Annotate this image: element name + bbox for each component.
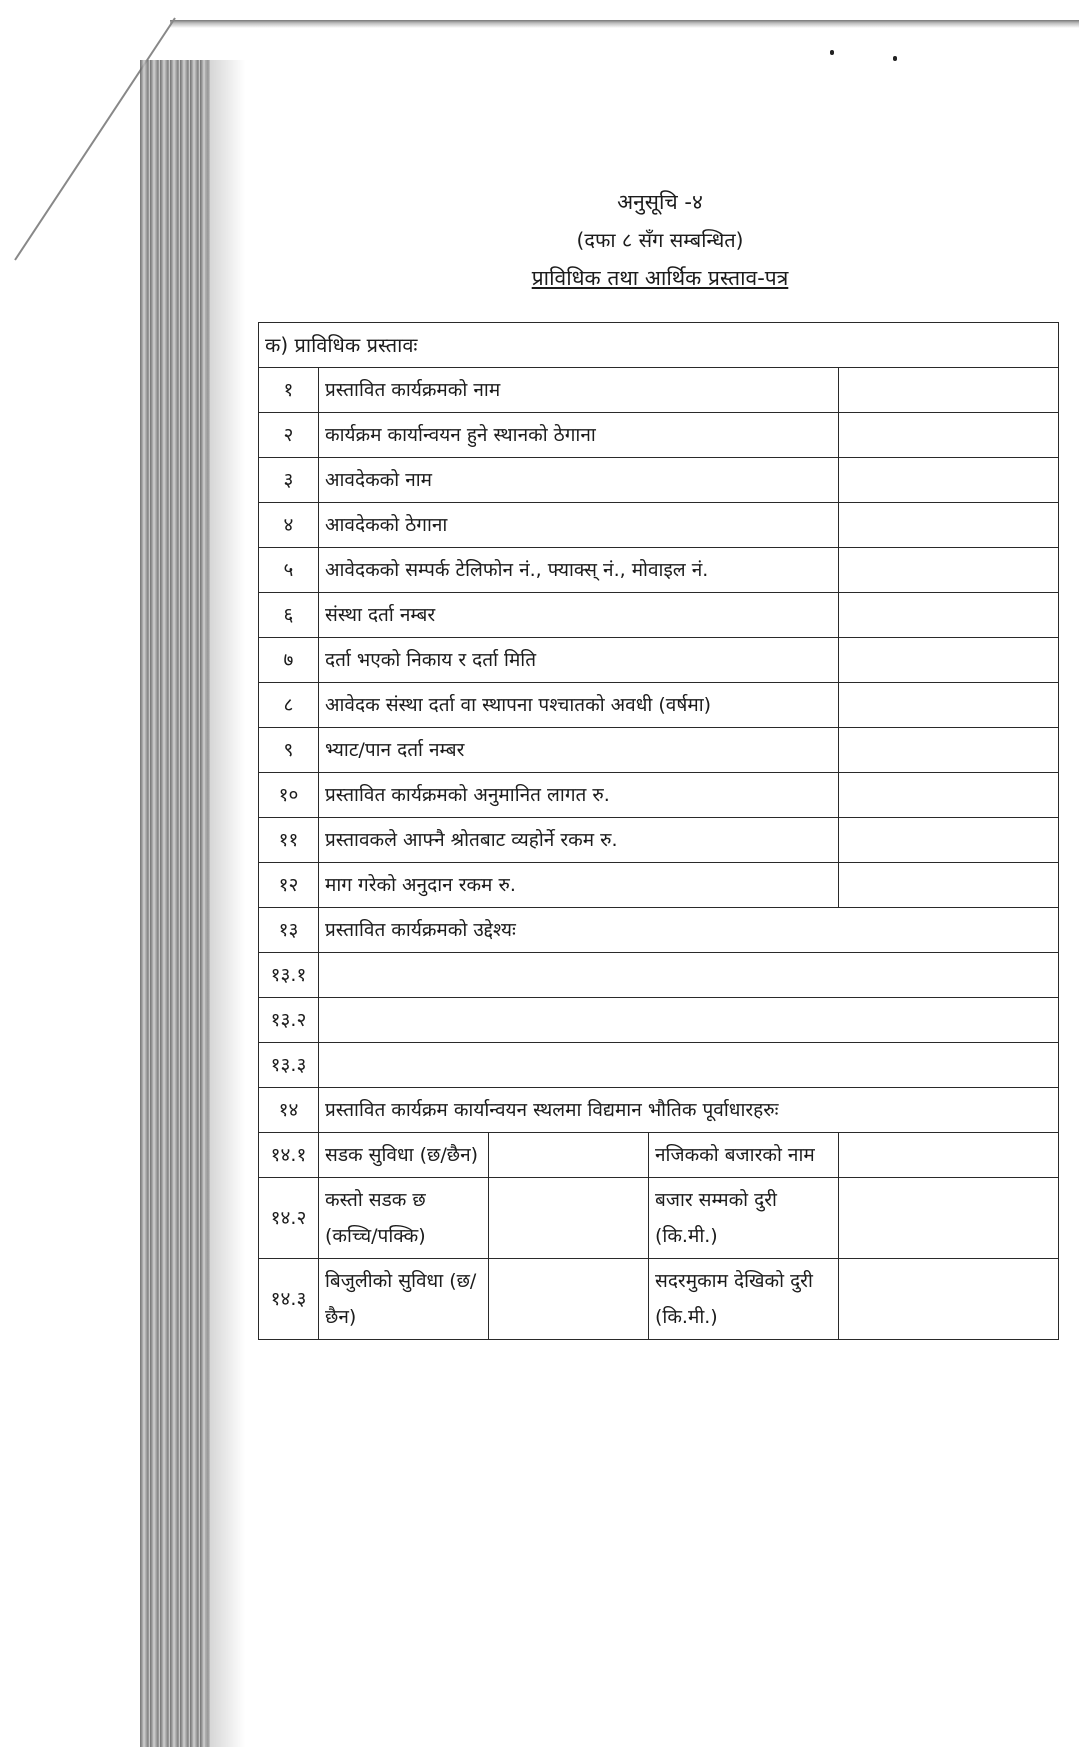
row-label: आवदेकको ठेगाना (319, 503, 839, 548)
binding-shadow (140, 60, 210, 1747)
infrastructure-row (259, 1133, 1059, 1178)
infra-left-label: सडक सुविधा (छ/छैन) (319, 1133, 489, 1178)
table-row (259, 548, 1059, 593)
row-label: प्रस्तावित कार्यक्रमको नाम (319, 368, 839, 413)
row-value-field[interactable] (839, 548, 1059, 593)
row-number: ८ (259, 683, 319, 728)
row-label: प्रस्तावकले आफ्नै श्रोतबाट व्यहोर्ने रकम रु. (319, 818, 839, 863)
row-number: १४.३ (259, 1259, 319, 1340)
row-number: १३.२ (259, 998, 319, 1043)
form-title: प्राविधिक तथा आर्थिक प्रस्ताव-पत्र (531, 266, 789, 290)
row-number: ११ (259, 818, 319, 863)
row-number: ९ (259, 728, 319, 773)
infra-left-label: बिजुलीको सुविधा (छ/छैन) (319, 1259, 489, 1340)
binding-shadow-fade (205, 60, 245, 1747)
section-header-row (259, 323, 1059, 368)
infra-left-field[interactable] (489, 1259, 649, 1340)
row-number: १४.१ (259, 1133, 319, 1178)
objectives-header-row (259, 908, 1059, 953)
infra-right-label: नजिकको बजारको नाम (649, 1133, 839, 1178)
row-value-field[interactable] (839, 863, 1059, 908)
objective-row (259, 1043, 1059, 1088)
row-value-field[interactable] (839, 683, 1059, 728)
infra-right-field[interactable] (839, 1178, 1059, 1259)
row-value-field[interactable] (839, 458, 1059, 503)
row-number: ६ (259, 593, 319, 638)
infra-right-label: बजार सम्मको दुरी (कि.मी.) (649, 1178, 839, 1259)
row-number: १३.१ (259, 953, 319, 998)
infra-left-field[interactable] (489, 1133, 649, 1178)
row-number: ७ (259, 638, 319, 683)
row-number: १ (259, 368, 319, 413)
annex-title: अनुसूचि -४ (617, 190, 703, 214)
row-number: १२ (259, 863, 319, 908)
row-number: १३.३ (259, 1043, 319, 1088)
row-number: ३ (259, 458, 319, 503)
row-value-field[interactable] (839, 818, 1059, 863)
page-top-edge-shadow (170, 20, 1079, 28)
infrastructure-row (259, 1178, 1059, 1259)
row-label: आवेदकको सम्पर्क टेलिफोन नं., फ्याक्स् नं., मोवाइल नं. (319, 548, 839, 593)
table-row (259, 773, 1059, 818)
table-row (259, 683, 1059, 728)
table-row (259, 728, 1059, 773)
row-value-field[interactable] (839, 638, 1059, 683)
row-label: कार्यक्रम कार्यान्वयन हुने स्थानको ठेगाना (319, 413, 839, 458)
infra-right-label: सदरमुकाम देखिको दुरी (कि.मी.) (649, 1259, 839, 1340)
row-number: १४ (259, 1088, 319, 1133)
infrastructure-label: प्रस्तावित कार्यक्रम कार्यान्वयन स्थलमा विद्यमान भौतिक पूर्वाधारहरुः (319, 1088, 1059, 1133)
objective-field[interactable] (319, 953, 1059, 998)
row-value-field[interactable] (839, 728, 1059, 773)
row-label: दर्ता भएको निकाय र दर्ता मिति (319, 638, 839, 683)
infra-left-label: कस्तो सडक छ (कच्चि/पक्कि) (319, 1178, 489, 1259)
infra-right-field[interactable] (839, 1133, 1059, 1178)
section-title: क) प्राविधिक प्रस्तावः (259, 323, 1059, 368)
infrastructure-row (259, 1259, 1059, 1340)
table-row (259, 593, 1059, 638)
row-value-field[interactable] (839, 413, 1059, 458)
row-value-field[interactable] (839, 773, 1059, 818)
table-row (259, 458, 1059, 503)
row-number: १३ (259, 908, 319, 953)
table-row (259, 638, 1059, 683)
scan-speck (893, 56, 897, 61)
row-number: १४.२ (259, 1178, 319, 1259)
row-label: आवदेकको नाम (319, 458, 839, 503)
row-label: संस्था दर्ता नम्बर (319, 593, 839, 638)
row-number: २ (259, 413, 319, 458)
row-number: ५ (259, 548, 319, 593)
objective-field[interactable] (319, 998, 1059, 1043)
section-reference: (दफा ८ सँग सम्बन्धित) (576, 228, 744, 252)
row-label: भ्याट/पान दर्ता नम्बर (319, 728, 839, 773)
row-value-field[interactable] (839, 593, 1059, 638)
row-label: आवेदक संस्था दर्ता वा स्थापना पश्चातको अवधी (वर्षमा) (319, 683, 839, 728)
row-number: ४ (259, 503, 319, 548)
objective-field[interactable] (319, 1043, 1059, 1088)
infra-right-field[interactable] (839, 1259, 1059, 1340)
row-label: प्रस्तावित कार्यक्रमको अनुमानित लागत रु. (319, 773, 839, 818)
table-row (259, 503, 1059, 548)
table-row (259, 368, 1059, 413)
objective-row (259, 953, 1059, 998)
infrastructure-header-row (259, 1088, 1059, 1133)
table-row (259, 413, 1059, 458)
proposal-form-table (258, 322, 1059, 1340)
objective-row (259, 998, 1059, 1043)
row-label: माग गरेको अनुदान रकम रु. (319, 863, 839, 908)
row-value-field[interactable] (839, 503, 1059, 548)
objectives-label: प्रस्तावित कार्यक्रमको उद्देश्यः (319, 908, 1059, 953)
row-number: १० (259, 773, 319, 818)
infra-left-field[interactable] (489, 1178, 649, 1259)
scan-speck (830, 50, 834, 55)
table-row (259, 818, 1059, 863)
row-value-field[interactable] (839, 368, 1059, 413)
table-row (259, 863, 1059, 908)
